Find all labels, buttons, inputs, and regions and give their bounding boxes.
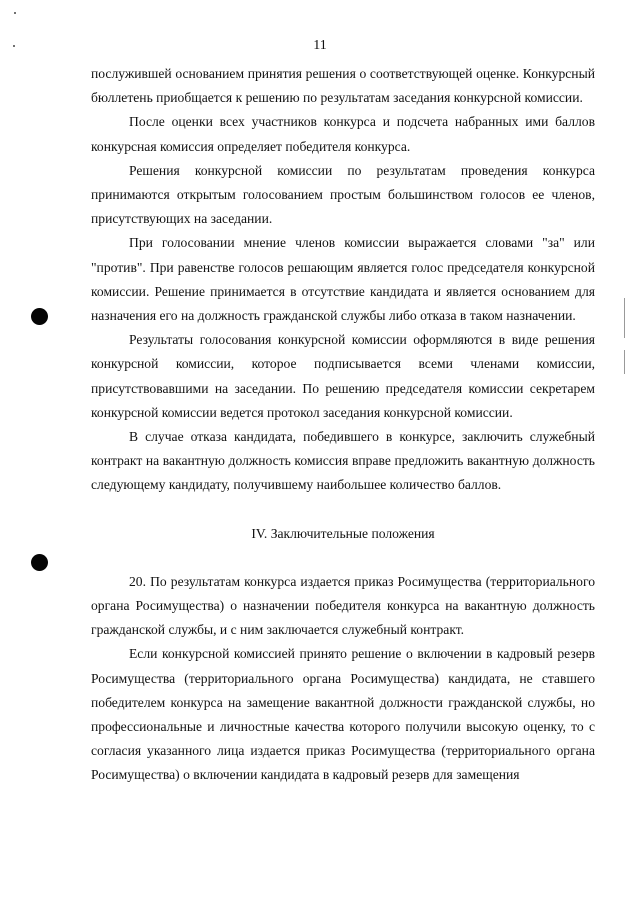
paragraph: Результаты голосования конкурсной комиссии оформляются в виде решения конкурсной комиссии, которое подписывается всеми членами комиссии, присутствовавшими на заседании. По решению председателя комиссии секретарем конкурсной комиссии ведется протокол заседания конкурсной комиссии.: [91, 332, 595, 420]
paragraph: Решения конкурсной комиссии по результатам проведения конкурса принимаются открытым голосованием простым большинством голосов ее членов, присутствующих на заседании.: [91, 162, 595, 227]
binder-hole: [31, 308, 48, 325]
paragraph: В случае отказа кандидата, победившего в конкурсе, заключить служебный контракт на вакантную должность комиссия вправе предложить вакантную должность следующему кандидату, получившему наибольшее количество баллов.: [91, 429, 595, 493]
paragraph: После оценки всех участников конкурса и подсчета набранных ими баллов конкурсная комиссия определяет победителя конкурса.: [91, 114, 595, 154]
paragraph: При голосовании мнение членов комиссии выражается словами "за" или "против". При равенстве голосов решающим является голос председателя конкурсной комиссии. Решение принимается в отсутствие кандидата и является основанием для назначения его на должность гражданской службы либо отказа в таком назначении.: [91, 235, 595, 324]
paragraph: 20. По результатам конкурса издается приказ Росимущества (территориального органа Росимущества) о назначении победителя конкурса на вакантную должность гражданской службы, и с ним заключается служебный контракт.: [91, 573, 595, 638]
scan-edge-mark: [624, 298, 625, 338]
scan-edge-mark: [624, 350, 625, 374]
page-number: 11: [313, 38, 327, 53]
scan-speck: [14, 12, 16, 14]
section-heading: IV. Заключительные положения: [251, 525, 435, 541]
paragraph: послужившей основанием принятия решения о соответствующей оценке. Конкурсный бюллетень приобщается к решению по результатам заседания конкурсной комиссии.: [91, 66, 595, 106]
paragraph: Если конкурсной комиссией принято решение о включении в кадровый резерв Росимущества (территориального органа Росимущества) кандидата, не ставшего победителем конкурса на замещение вакантной должности гражданской службы, но профессиональные и личностные качества которого получили высокую оценку, то с согласия указанного лица издается приказ Росимущества (территориального органа Росимущества) о включении кандидата в кадровый резерв для замещения: [91, 646, 595, 783]
binder-hole: [31, 554, 48, 571]
document-body: [91, 62, 595, 788]
